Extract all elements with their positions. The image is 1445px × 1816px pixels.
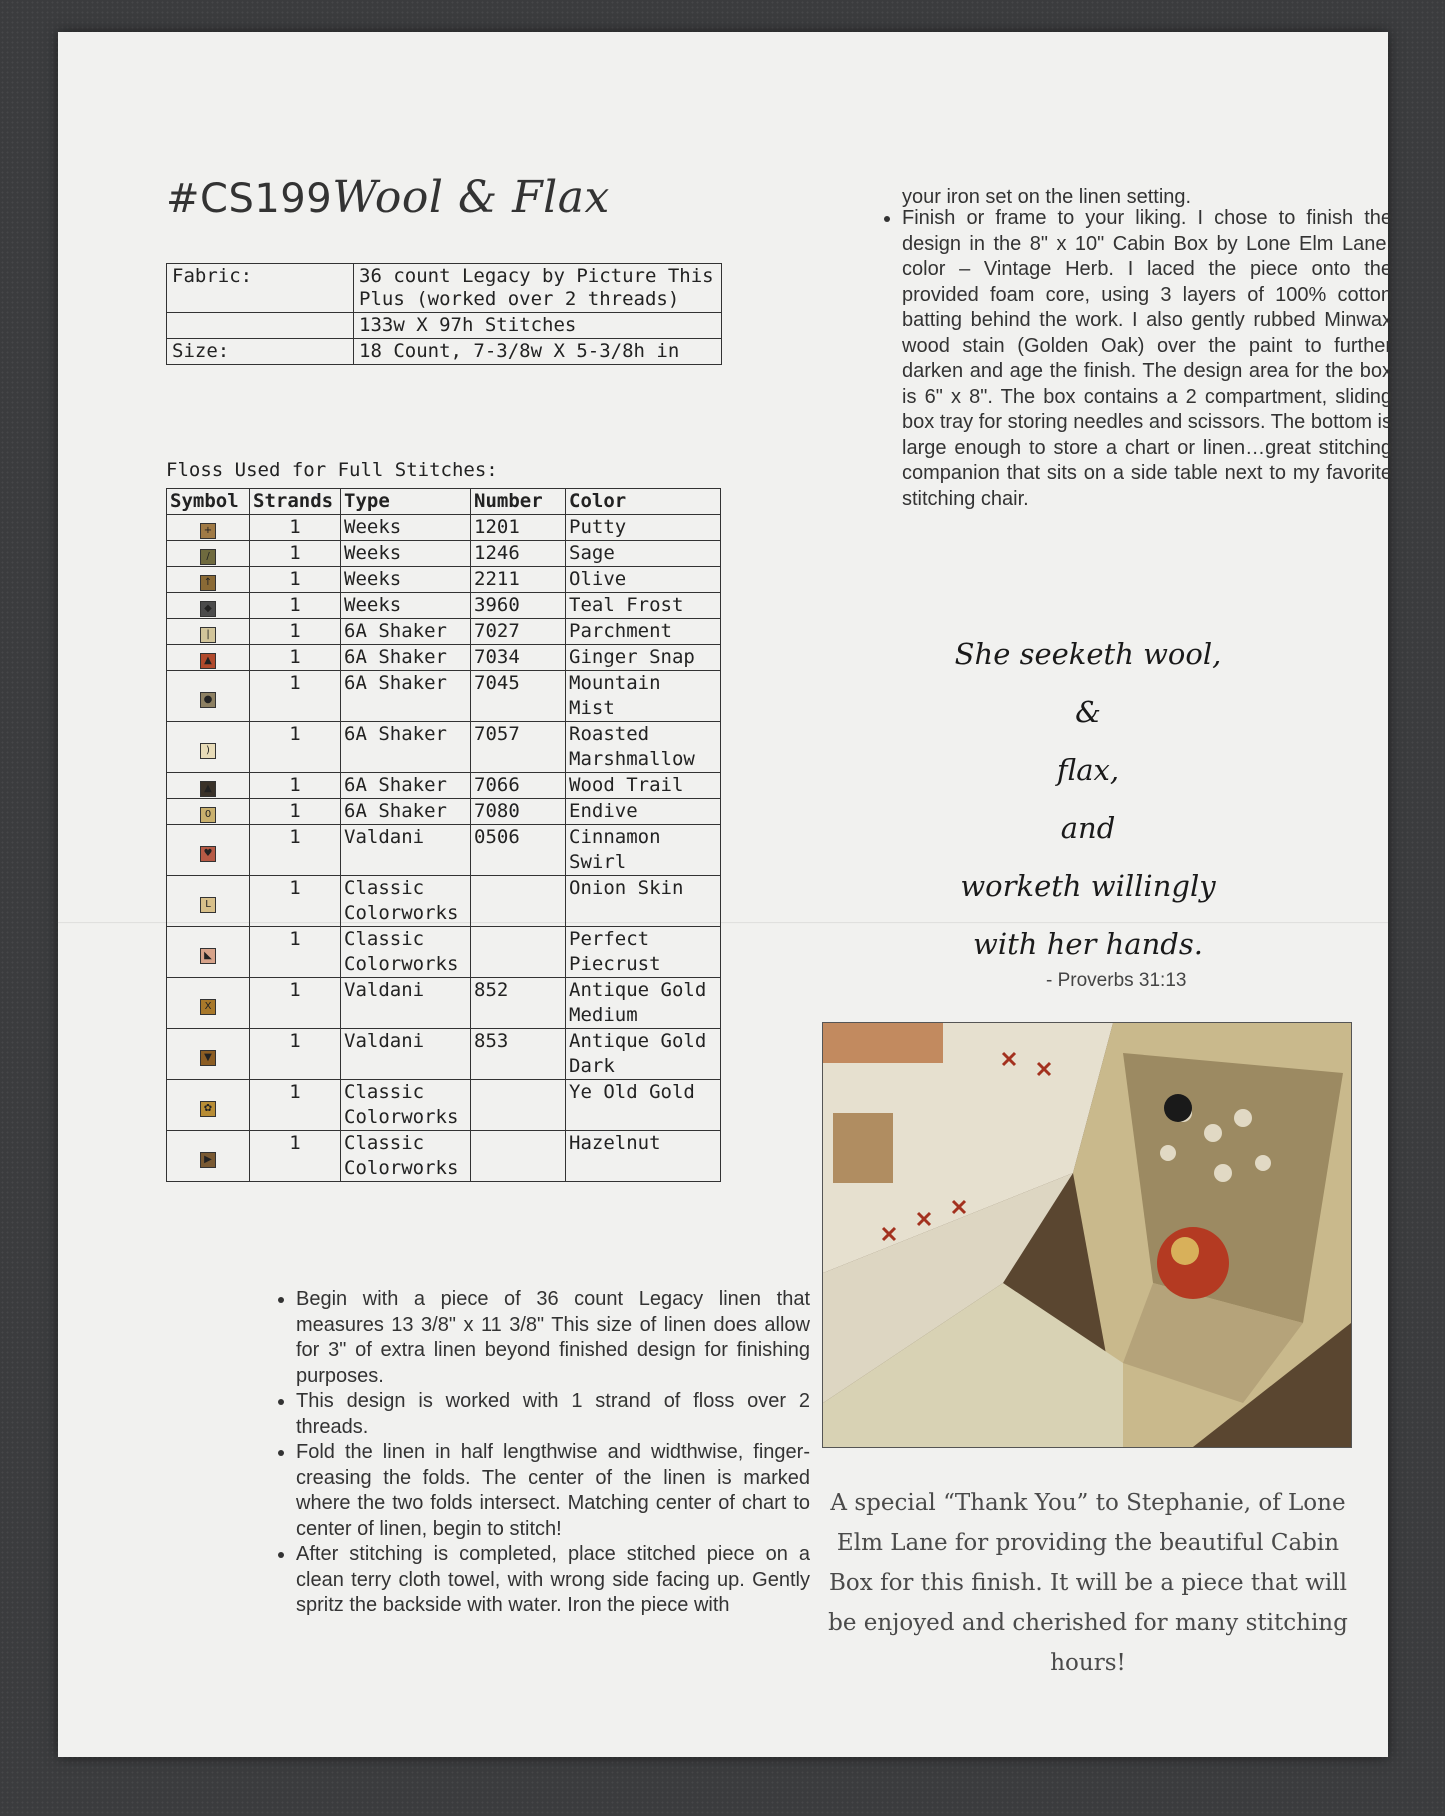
floss-color-name: Perfect Piecrust bbox=[566, 927, 721, 978]
floss-color-name: Olive bbox=[566, 567, 721, 593]
floss-color-name: Parchment bbox=[566, 619, 721, 645]
header-strands: Strands bbox=[250, 489, 341, 515]
stitch-count-row bbox=[167, 313, 722, 339]
floss-type: Weeks bbox=[341, 541, 471, 567]
floss-symbol bbox=[167, 515, 250, 541]
floss-symbol-icon: ↑ bbox=[200, 575, 216, 591]
floss-row bbox=[167, 541, 721, 567]
floss-strands: 1 bbox=[250, 876, 341, 927]
floss-row bbox=[167, 927, 721, 978]
floss-color-name: Teal Frost bbox=[566, 593, 721, 619]
floss-strands: 1 bbox=[250, 645, 341, 671]
instruction-item: • This design is worked with 1 strand of floss over 2 threads. bbox=[296, 1389, 810, 1440]
instruction-item: • After stitching is completed, place stitched piece on a clean terry cloth towel, with wrong side facing up. Gently spritz the backside with water. Iron the piece with bbox=[296, 1542, 810, 1619]
floss-row bbox=[167, 671, 721, 722]
floss-symbol bbox=[167, 722, 250, 773]
floss-symbol-icon: ✿ bbox=[200, 1101, 216, 1117]
floss-symbol bbox=[167, 593, 250, 619]
fabric-value: 36 count Legacy by Picture This Plus (worked over 2 threads) bbox=[354, 264, 722, 313]
floss-number bbox=[471, 1131, 566, 1182]
floss-row bbox=[167, 515, 721, 541]
floss-symbol-icon: ▲ bbox=[200, 781, 216, 797]
floss-row bbox=[167, 1029, 721, 1080]
verse-line: worketh willingly bbox=[960, 869, 1216, 903]
floss-type: 6A Shaker bbox=[341, 619, 471, 645]
floss-number: 7045 bbox=[471, 671, 566, 722]
stitch-count-value: 133w X 97h Stitches bbox=[354, 313, 722, 339]
floss-type: 6A Shaker bbox=[341, 773, 471, 799]
floss-symbol bbox=[167, 671, 250, 722]
floss-symbol bbox=[167, 927, 250, 978]
floss-color-name: Putty bbox=[566, 515, 721, 541]
floss-row bbox=[167, 773, 721, 799]
floss-color-name: Mountain Mist bbox=[566, 671, 721, 722]
floss-heading: Floss Used for Full Stitches: bbox=[166, 459, 498, 481]
floss-color-name: Roasted Marshmallow bbox=[566, 722, 721, 773]
floss-number: 7080 bbox=[471, 799, 566, 825]
floss-type: Valdani bbox=[341, 978, 471, 1029]
floss-number: 853 bbox=[471, 1029, 566, 1080]
floss-color-name: Antique Gold Medium bbox=[566, 978, 721, 1029]
floss-symbol bbox=[167, 978, 250, 1029]
floss-type: 6A Shaker bbox=[341, 671, 471, 722]
floss-number: 7066 bbox=[471, 773, 566, 799]
floss-row bbox=[167, 1080, 721, 1131]
floss-row bbox=[167, 593, 721, 619]
floss-symbol bbox=[167, 799, 250, 825]
box-photo-illustration bbox=[823, 1023, 1351, 1447]
floss-color-name: Onion Skin bbox=[566, 876, 721, 927]
size-value: 18 Count, 7-3/8w X 5-3/8h in bbox=[354, 339, 722, 365]
floss-color-name: Sage bbox=[566, 541, 721, 567]
fabric-table bbox=[166, 263, 722, 365]
floss-symbol-icon: X bbox=[200, 999, 216, 1015]
floss-strands: 1 bbox=[250, 722, 341, 773]
verse bbox=[888, 625, 1288, 973]
floss-symbol bbox=[167, 541, 250, 567]
floss-type: Weeks bbox=[341, 567, 471, 593]
finishing-item: • Finish or frame to your liking. I chose to finish the design in the 8" x 10" Cabin Box by Lone Elm Lane, color – Vintage Herb. I laced the piece onto the provided foam core, using 3 layers of 100% cotton batting behind the work. I also gently rubbed Minwax wood stain (Golden Oak) over the paint to further darken and age the finish. The design area for the box is 6" x 8". The box contains a 2 compartment, sliding box tray for storing needles and scissors. The bottom is large enough to store a chart or linen…great stitching companion that sits on a side table next to my favorite stitching chair. bbox=[902, 206, 1392, 512]
size-row bbox=[167, 339, 722, 365]
floss-number: 852 bbox=[471, 978, 566, 1029]
floss-color-name: Cinnamon Swirl bbox=[566, 825, 721, 876]
floss-symbol-icon: ◆ bbox=[200, 601, 216, 617]
verse-line: She seeketh wool, bbox=[954, 637, 1222, 671]
floss-strands: 1 bbox=[250, 619, 341, 645]
floss-type: Classic Colorworks bbox=[341, 927, 471, 978]
floss-symbol-icon: + bbox=[200, 523, 216, 539]
header-number: Number bbox=[471, 489, 566, 515]
floss-type: Valdani bbox=[341, 1029, 471, 1080]
floss-color-name: Ginger Snap bbox=[566, 645, 721, 671]
floss-strands: 1 bbox=[250, 593, 341, 619]
floss-symbol bbox=[167, 645, 250, 671]
floss-type: 6A Shaker bbox=[341, 799, 471, 825]
floss-number: 7034 bbox=[471, 645, 566, 671]
instruction-continuation: your iron set on the linen setting. bbox=[902, 186, 1192, 208]
floss-symbol bbox=[167, 825, 250, 876]
floss-strands: 1 bbox=[250, 978, 341, 1029]
instruction-item: • Begin with a piece of 36 count Legacy linen that measures 13 3/8" x 11 3/8" This size of linen does allow for 3" of extra linen beyond finished design for finishing purposes. bbox=[296, 1287, 810, 1389]
floss-symbol-icon: L bbox=[200, 897, 216, 913]
floss-row bbox=[167, 645, 721, 671]
verse-line: flax, bbox=[1056, 753, 1120, 787]
header-type: Type bbox=[341, 489, 471, 515]
instruction-item: • Fold the linen in half lengthwise and widthwise, finger-creasing the folds. The center of the linen is marked where the two folds intersect. Matching center of chart to center of linen, begin to stitch! bbox=[296, 1440, 810, 1542]
floss-number: 0506 bbox=[471, 825, 566, 876]
floss-symbol-icon: 0 bbox=[200, 807, 216, 823]
floss-symbol-icon: ● bbox=[200, 692, 216, 708]
floss-number bbox=[471, 927, 566, 978]
floss-color-name: Wood Trail bbox=[566, 773, 721, 799]
floss-color-name: Endive bbox=[566, 799, 721, 825]
header-color: Color bbox=[566, 489, 721, 515]
verse-line: & bbox=[1075, 695, 1101, 729]
floss-symbol-icon: ◣ bbox=[200, 948, 216, 964]
floss-symbol-icon: / bbox=[200, 549, 216, 565]
floss-number: 7057 bbox=[471, 722, 566, 773]
floss-strands: 1 bbox=[250, 1029, 341, 1080]
floss-symbol-icon: ) bbox=[200, 743, 216, 759]
floss-row bbox=[167, 619, 721, 645]
floss-symbol-icon: ▲ bbox=[200, 653, 216, 669]
floss-type: 6A Shaker bbox=[341, 645, 471, 671]
floss-body bbox=[167, 515, 721, 1182]
size-label: Size: bbox=[167, 339, 354, 365]
pattern-code: #CS199 bbox=[166, 176, 333, 222]
floss-row bbox=[167, 567, 721, 593]
floss-header-row bbox=[167, 489, 721, 515]
floss-strands: 1 bbox=[250, 567, 341, 593]
floss-symbol bbox=[167, 1029, 250, 1080]
floss-type: Weeks bbox=[341, 515, 471, 541]
floss-row bbox=[167, 825, 721, 876]
floss-symbol-icon: | bbox=[200, 627, 216, 643]
floss-row bbox=[167, 1131, 721, 1182]
instructions-list bbox=[234, 1287, 810, 1619]
chart-page bbox=[58, 32, 1392, 1757]
floss-number: 3960 bbox=[471, 593, 566, 619]
floss-type: Classic Colorworks bbox=[341, 1080, 471, 1131]
floss-strands: 1 bbox=[250, 541, 341, 567]
verse-line: and bbox=[1060, 811, 1116, 845]
floss-strands: 1 bbox=[250, 927, 341, 978]
floss-symbol-icon: ♥ bbox=[200, 846, 216, 862]
floss-number bbox=[471, 1080, 566, 1131]
floss-symbol bbox=[167, 773, 250, 799]
floss-symbol-icon: ▶ bbox=[200, 1152, 216, 1168]
header-symbol: Symbol bbox=[167, 489, 250, 515]
floss-row bbox=[167, 799, 721, 825]
floss-row bbox=[167, 722, 721, 773]
floss-symbol bbox=[167, 1131, 250, 1182]
floss-number: 2211 bbox=[471, 567, 566, 593]
floss-symbol bbox=[167, 876, 250, 927]
thank-you-note: A special “Thank You” to Stephanie, of Lone Elm Lane for providing the beautiful Cabin Box for this finish. It will be a piece that will be enjoyed and cherished for many stitching hours! bbox=[828, 1490, 1348, 1676]
floss-symbol bbox=[167, 619, 250, 645]
floss-type: 6A Shaker bbox=[341, 722, 471, 773]
stitch-count-label bbox=[167, 313, 354, 339]
floss-number: 1246 bbox=[471, 541, 566, 567]
finishing-list bbox=[868, 206, 1392, 512]
floss-strands: 1 bbox=[250, 825, 341, 876]
floss-strands: 1 bbox=[250, 799, 341, 825]
floss-strands: 1 bbox=[250, 1131, 341, 1182]
fabric-row bbox=[167, 264, 722, 313]
floss-number bbox=[471, 876, 566, 927]
floss-type: Valdani bbox=[341, 825, 471, 876]
fabric-label: Fabric: bbox=[167, 264, 354, 313]
floss-table bbox=[166, 488, 721, 1182]
pattern-name: Wool & Flax bbox=[332, 172, 610, 223]
verse-citation: - Proverbs 31:13 bbox=[1046, 970, 1187, 991]
floss-strands: 1 bbox=[250, 1080, 341, 1131]
floss-type: Weeks bbox=[341, 593, 471, 619]
finished-box-photo bbox=[822, 1022, 1352, 1448]
floss-strands: 1 bbox=[250, 515, 341, 541]
floss-number: 1201 bbox=[471, 515, 566, 541]
verse-line: with her hands. bbox=[973, 927, 1203, 961]
floss-symbol bbox=[167, 1080, 250, 1131]
floss-color-name: Antique Gold Dark bbox=[566, 1029, 721, 1080]
floss-row bbox=[167, 978, 721, 1029]
floss-strands: 1 bbox=[250, 671, 341, 722]
floss-strands: 1 bbox=[250, 773, 341, 799]
floss-symbol bbox=[167, 567, 250, 593]
floss-color-name: Ye Old Gold bbox=[566, 1080, 721, 1131]
floss-row bbox=[167, 876, 721, 927]
floss-color-name: Hazelnut bbox=[566, 1131, 721, 1182]
page-title bbox=[166, 172, 610, 223]
floss-number: 7027 bbox=[471, 619, 566, 645]
floss-symbol-icon: ▼ bbox=[200, 1050, 216, 1066]
floss-type: Classic Colorworks bbox=[341, 876, 471, 927]
floss-type: Classic Colorworks bbox=[341, 1131, 471, 1182]
